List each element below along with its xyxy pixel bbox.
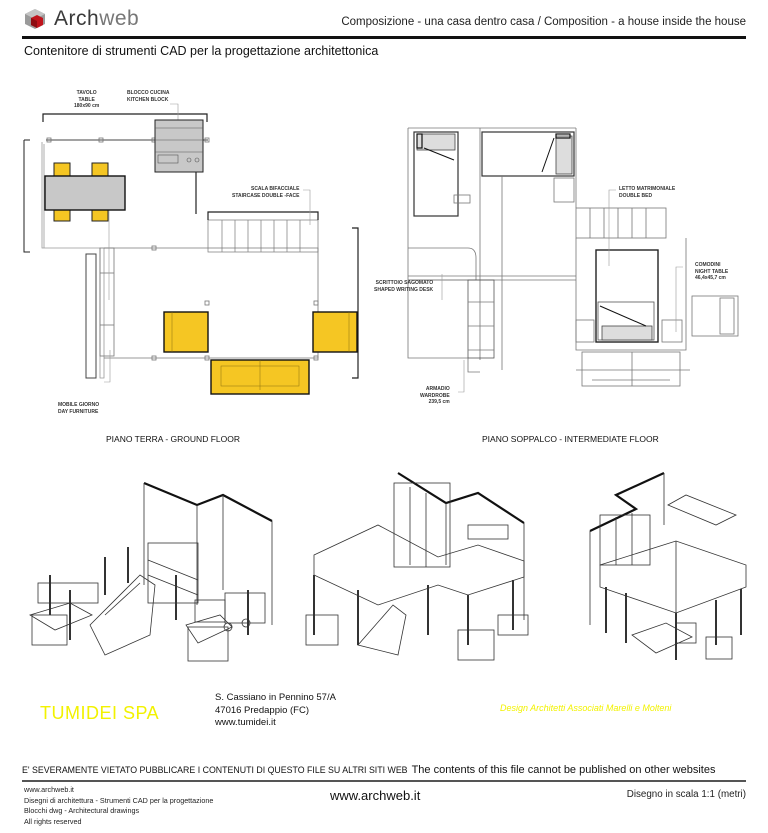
- label-day-furniture: MOBILE GIORNO DAY FURNITURE: [58, 402, 100, 415]
- company-website-link[interactable]: www.tumidei.it: [215, 717, 276, 728]
- logo-text: Archweb: [54, 7, 140, 30]
- drawing-scale: Disegno in scala 1:1 (metri): [626, 789, 746, 800]
- archweb-link[interactable]: www.archweb.it: [24, 785, 74, 794]
- page-title: Composizione - una casa dentro casa / Composition - a house inside the house: [341, 16, 746, 28]
- copyright-warning: E' SEVERAMENTE VIETATO PUBBLICARE I CONTENUTI DI QUESTO FILE SU ALTRI SITI WEB The contents of this file cannot be published on other websites: [22, 764, 716, 776]
- ground-floor-caption: PIANO TERRA - GROUND FLOOR: [106, 434, 240, 444]
- intermediate-floor-caption: PIANO SOPPALCO - INTERMEDIATE FLOOR: [482, 434, 659, 444]
- label-writing-desk: SCRITTOIO SAGOMATO SHAPED WRITING DESK: [374, 280, 434, 293]
- label-night-table: COMODINI NIGHT TABLE 46,4x45,7 cm: [695, 262, 729, 281]
- living-seating: [164, 312, 357, 394]
- label-wardrobe: ARMADIO WARDROBE 239,5 cm: [420, 386, 450, 405]
- footer-credits: www.archweb.it Disegni di architettura - Strumenti CAD per la progettazione Blocchi dwg - Architectural drawings All rights reserved: [24, 785, 214, 826]
- dining-table: [45, 163, 125, 221]
- label-kitchen-block: BLOCCO CUCINA KITCHEN BLOCK: [127, 90, 170, 103]
- isometric-view-3: [576, 465, 762, 665]
- header-divider: [22, 36, 746, 39]
- footer-site-link[interactable]: www.archweb.it: [330, 788, 421, 803]
- isometric-view-2: [298, 465, 566, 665]
- archweb-cube-icon: [24, 8, 46, 30]
- label-table: TAVOLO TABLE 180x90 cm: [74, 90, 100, 109]
- page-subtitle: Contenitore di strumenti CAD per la progettazione architettonica: [24, 44, 379, 58]
- label-double-bed: LETTO MATRIMONIALE DOUBLE BED: [619, 186, 676, 199]
- kitchen-block: [155, 120, 203, 172]
- ground-floor-drawing: [0, 80, 380, 440]
- company-address: S. Cassiano in Pennino 57/A 47016 Predappio (FC) www.tumidei.it: [215, 692, 336, 728]
- design-credit: Design Architetti Associati Marelli e Molteni: [500, 703, 672, 713]
- archweb-logo[interactable]: [24, 6, 139, 32]
- company-name: TUMIDEI SPA: [40, 703, 160, 723]
- intermediate-floor-plan: [374, 80, 768, 444]
- ground-floor-plan: [0, 80, 380, 444]
- label-staircase: SCALA BIFACCIALE STAIRCASE DOUBLE -FACE: [232, 186, 300, 199]
- footer-divider: [22, 780, 746, 782]
- isometric-view-1: [10, 465, 290, 665]
